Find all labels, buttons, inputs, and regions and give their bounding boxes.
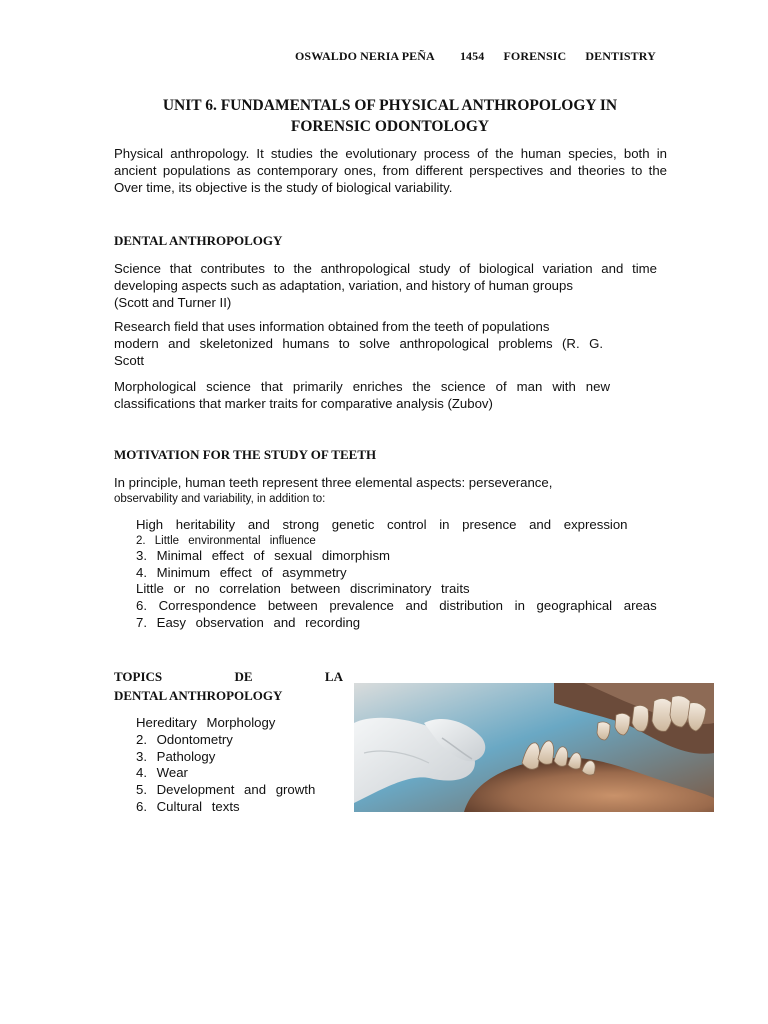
header-author: OSWALDO NERIA PEÑA	[295, 49, 435, 63]
definition-1-line-1: Science that contributes to the anthropological study of biological variation and time	[114, 261, 657, 276]
skull-teeth-photo	[354, 683, 714, 812]
topics-heading	[114, 669, 343, 704]
definition-2	[114, 318, 603, 369]
list-item: 6. Cultural texts	[136, 798, 240, 814]
header-code: 1454	[459, 49, 485, 63]
list-item: High heritability and strong genetic control in presence and expression	[136, 517, 628, 532]
page-title	[110, 95, 670, 137]
list-item: 3. Minimal effect of sexual dimorphism	[136, 547, 391, 563]
list-item: 3. Pathology	[136, 748, 216, 764]
list-item: 2. Odontometry	[136, 731, 233, 747]
list-item: 5. Development and growth	[136, 782, 316, 798]
intro-line-2: ancient populations as contemporary ones, from different perspectives and theories to the	[114, 163, 667, 178]
motivation-list	[136, 517, 657, 632]
motivation-heading: MOTIVATION FOR THE STUDY OF TEETH	[114, 447, 377, 462]
intro-line-3: Over time, its objective is the study of biological variability.	[114, 180, 453, 195]
definition-2-line-1: Research field that uses information obtained from the teeth of populations	[114, 319, 550, 334]
definition-3-line-2: classifications that marker traits for comparative analysis (Zubov)	[114, 396, 493, 411]
definition-1-line-3: (Scott and Turner II)	[114, 295, 232, 310]
header-subject-2: DENTISTRY	[585, 49, 656, 63]
definition-2-line-2: modern and skeletonized humans to solve anthropological problems (R. G.	[114, 336, 603, 351]
intro-paragraph	[114, 145, 667, 196]
topics-heading-word-3: LA	[324, 669, 343, 684]
motivation-intro	[114, 474, 634, 508]
dental-anthropology-heading: DENTAL ANTHROPOLOGY	[114, 233, 283, 248]
header-subject-1: FORENSIC	[503, 49, 567, 63]
list-item: Hereditary Morphology	[136, 715, 276, 730]
page-header	[295, 49, 656, 64]
list-item: 4. Wear	[136, 765, 188, 781]
topics-heading-word-1: TOPICS	[114, 669, 163, 684]
definition-1	[114, 260, 657, 311]
topics-heading-word-2: DE	[234, 669, 253, 684]
list-item: 2. Little environmental influence	[136, 534, 316, 547]
list-item: Little or no correlation between discriminatory traits	[136, 581, 470, 597]
intro-line-1: Physical anthropology. It studies the evolutionary process of the human species, both in	[114, 146, 667, 161]
topics-list	[136, 715, 315, 816]
title-line-1: UNIT 6. FUNDAMENTALS OF PHYSICAL ANTHROPOLOGY IN	[162, 97, 618, 114]
definition-1-line-2: developing aspects such as adaptation, variation, and history of human groups	[114, 278, 573, 293]
definition-3-line-1: Morphological science that primarily enriches the science of man with new	[114, 379, 610, 394]
list-item: 6. Correspondence between prevalence and distribution in geographical areas	[136, 598, 657, 614]
list-item: 7. Easy observation and recording	[136, 614, 361, 630]
motivation-intro-line-1: In principle, human teeth represent three elemental aspects: perseverance,	[114, 475, 553, 490]
title-line-2: FORENSIC ODONTOLOGY	[290, 118, 490, 135]
definition-3	[114, 378, 610, 412]
topics-heading-line-2: DENTAL ANTHROPOLOGY	[114, 688, 283, 703]
motivation-intro-line-2: observability and variability, in addition to:	[114, 493, 326, 505]
definition-2-line-3: Scott	[114, 353, 145, 368]
list-item: 4. Minimum effect of asymmetry	[136, 564, 347, 580]
